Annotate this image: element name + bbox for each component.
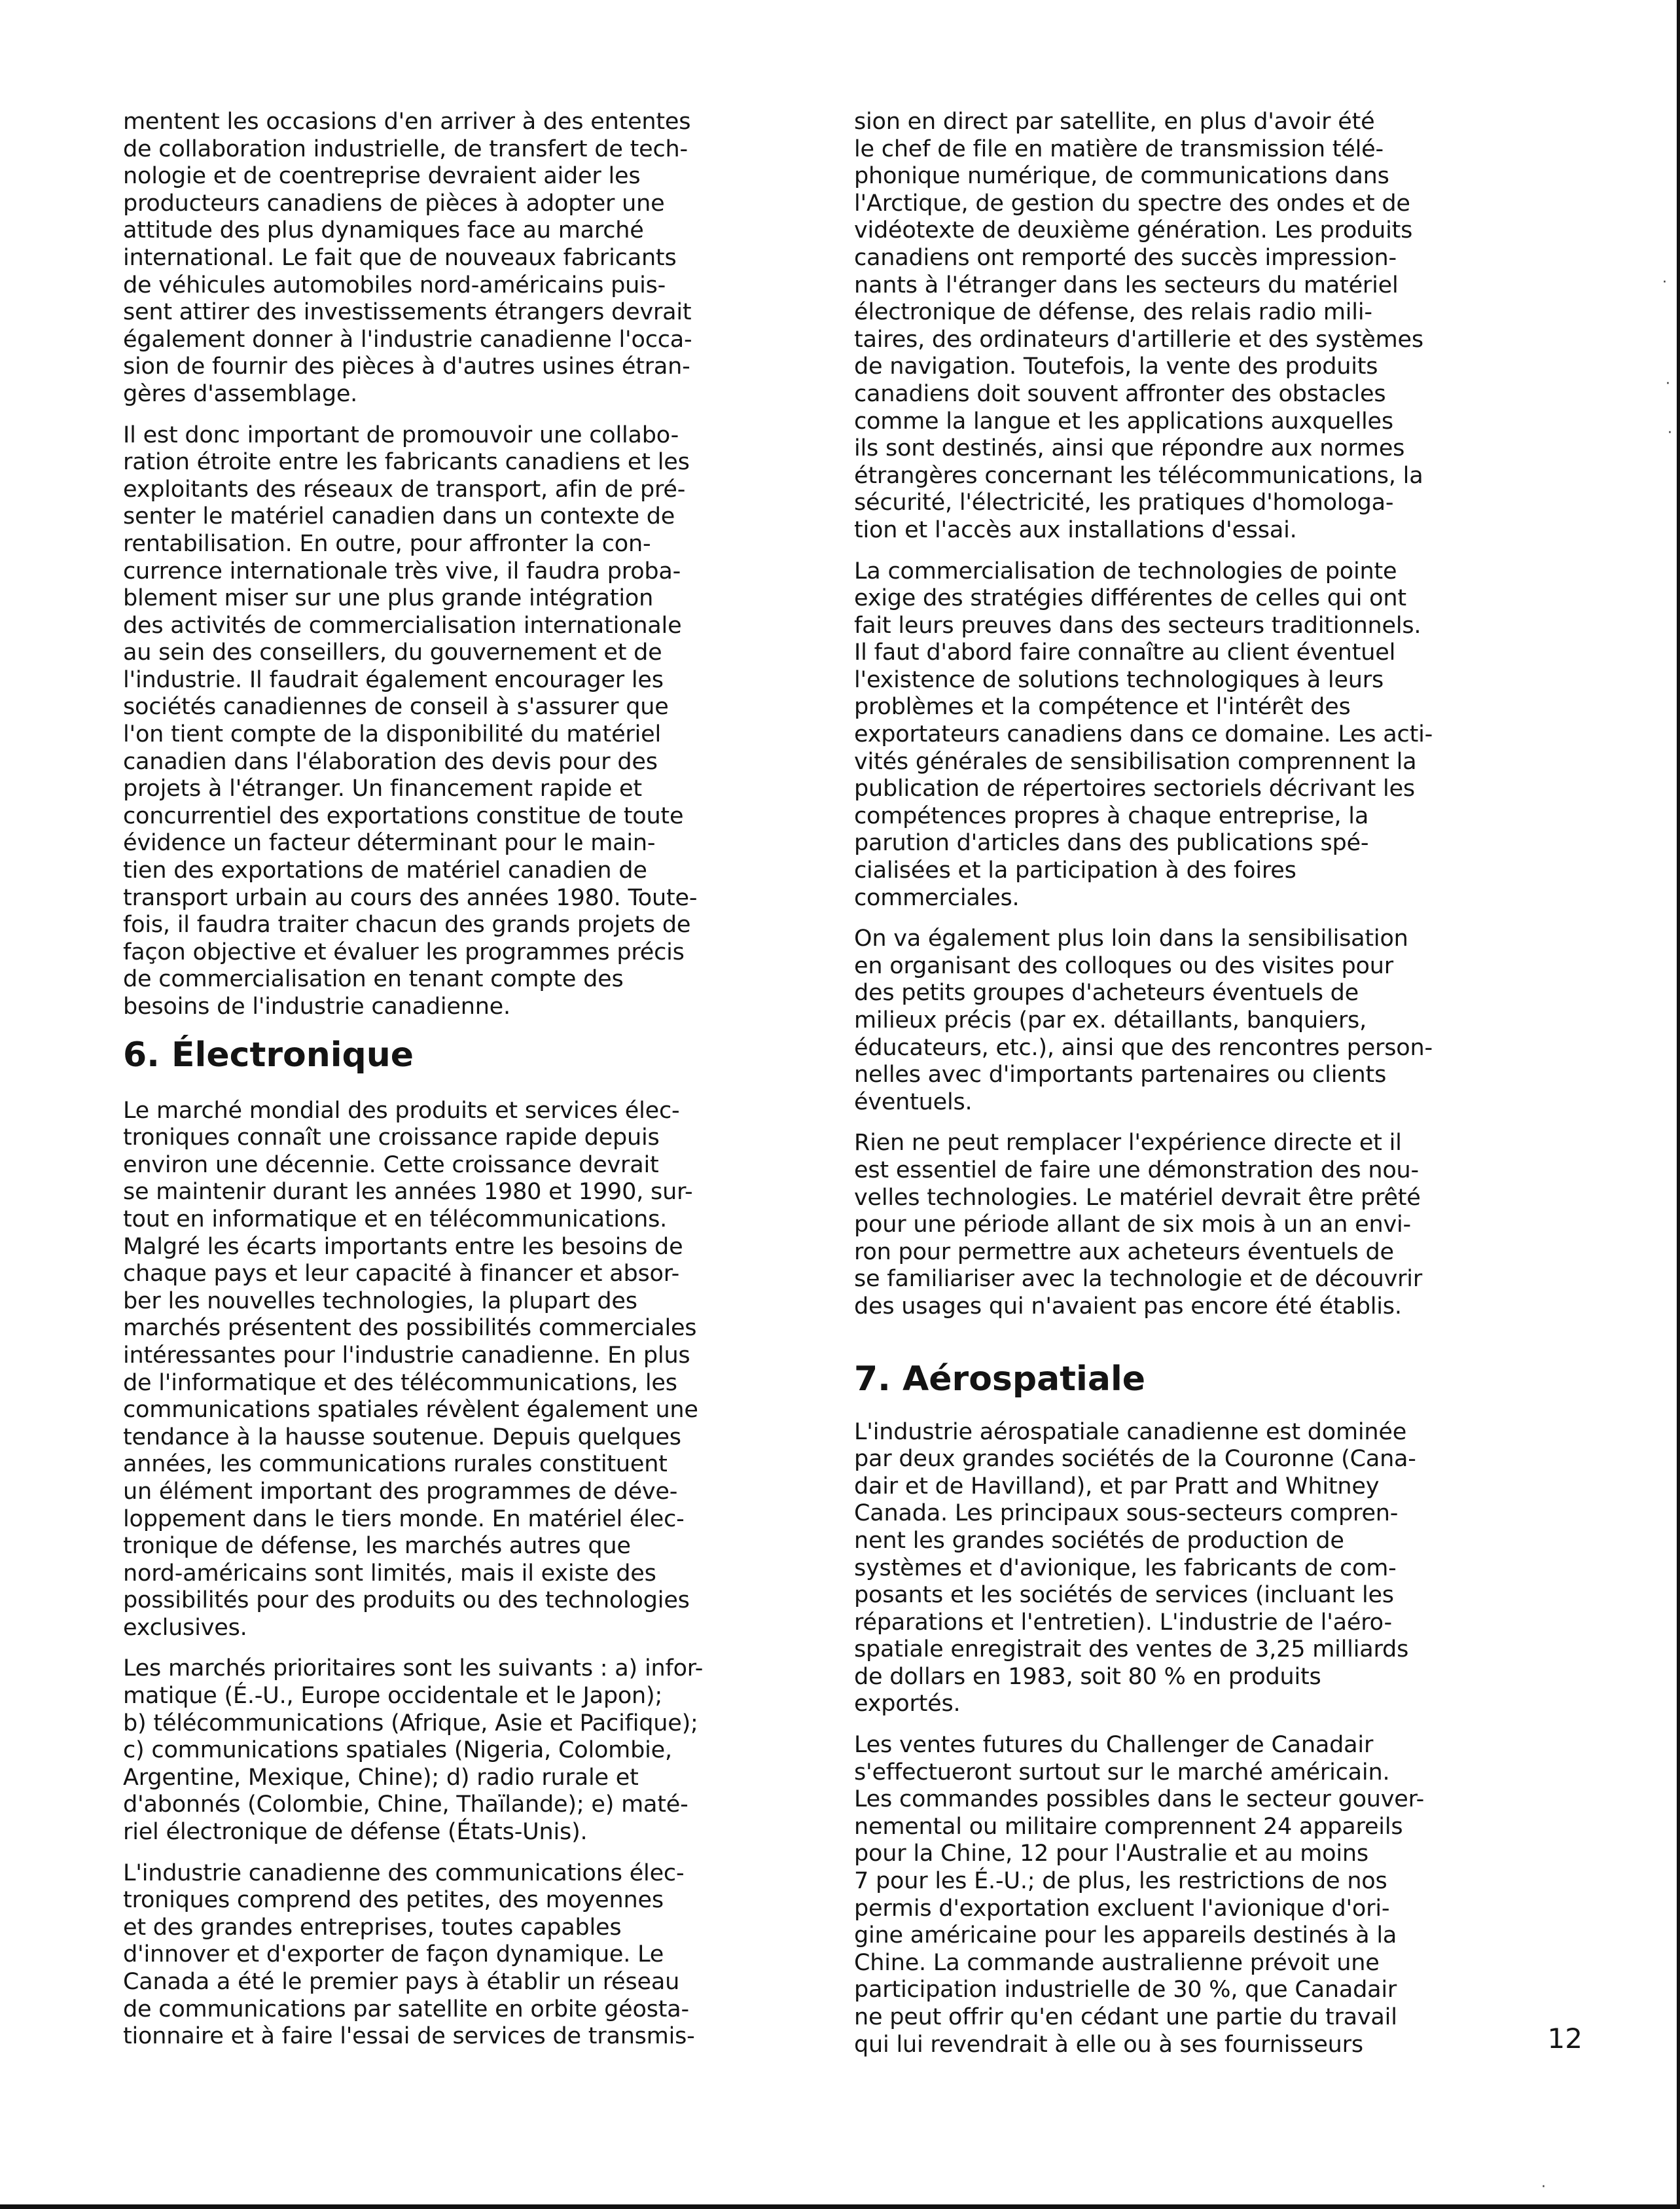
text-line: posants et les sociétés de services (incluant les [854,1582,1394,1609]
paragraph [854,925,1510,1116]
text-line: Malgré les écarts importants entre les besoins de [123,1233,683,1260]
text-line: participation industrielle de 30 %, que Canadair [854,1977,1397,2003]
text-line: transport urbain au cours des années 1980. Toute- [123,884,698,911]
text-line: l'on tient compte de la disponibilité du matériel [123,721,661,748]
text-line: fait leurs preuves dans des secteurs traditionnels. [854,612,1421,639]
text-line: spatiale enregistrait des ventes de 3,25 milliards [854,1636,1409,1663]
text-line: compétences propres à chaque entreprise, la [854,802,1369,829]
text-line: ration étroite entre les fabricants canadiens et les [123,449,690,476]
text-line: possibilités pour des produits ou des technologies [123,1587,690,1614]
text-line: marchés présentent des possibilités commerciales [123,1315,697,1342]
paragraph [123,422,779,1021]
paragraph [854,1419,1510,1719]
text-line: projets à l'étranger. Un financement rapide et [123,776,642,802]
text-line: des petits groupes d'acheteurs éventuels de [854,980,1359,1007]
text-line: attitude des plus dynamiques face au marché [123,217,644,244]
scan-speck: · [1541,2179,1546,2195]
text-line: nologie et de coentreprise devraient aider les [123,163,641,190]
text-line: étrangères concernant les télécommunications, la [854,462,1423,489]
text-line: un élément important des programmes de déve- [123,1478,678,1505]
text-line: Chine. La commande australienne prévoit une [854,1949,1380,1976]
text-line: tien des exportations de matériel canadien de [123,857,647,884]
text-line: tronique de défense, les marchés autres que [123,1533,631,1560]
text-line: rentabilisation. En outre, pour affronter la con- [123,530,651,557]
text-line: tendance à la hausse soutenue. Depuis quelques [123,1424,681,1450]
text-line: de collaboration industrielle, de transfert de tech- [123,135,688,162]
text-line: exportés. [854,1691,961,1717]
text-line: nelles avec d'importants partenaires ou clients [854,1062,1387,1088]
text-line: vidéotexte de deuxième génération. Les produits [854,217,1413,244]
paragraph [123,1860,779,2051]
text-line: Rien ne peut remplacer l'expérience directe et il [854,1130,1402,1157]
text-line: de véhicules automobiles nord-américains puis- [123,272,666,298]
text-line: ron pour permettre aux acheteurs éventuels de [854,1238,1394,1265]
paragraph [854,109,1510,545]
text-line: b) télécommunications (Afrique, Asie et Pacifique); [123,1710,698,1736]
text-line: sécurité, l'électricité, les pratiques d'homologa- [854,490,1394,516]
text-line: au sein des conseillers, du gouvernement et de [123,639,662,666]
text-line: sion de fournir des pièces à d'autres usines étran- [123,353,690,380]
text-line: tion et l'accès aux installations d'essai. [854,516,1297,543]
text-line: On va également plus loin dans la sensibilisation [854,925,1408,952]
text-line: par deux grandes sociétés de la Couronne (Cana- [854,1446,1416,1473]
text-line: L'industrie aérospatiale canadienne est dominée [854,1418,1407,1445]
text-line: chaque pays et leur capacité à financer et absor- [123,1261,680,1287]
text-line: Le marché mondial des produits et services élec- [123,1097,680,1124]
text-line: l'Arctique, de gestion du spectre des ondes et de [854,190,1410,217]
paragraph [854,1732,1510,2058]
text-line: intéressantes pour l'industrie canadienne. En plus [123,1342,690,1369]
text-line: fois, il faudra traiter chacun des grands projets de [123,912,691,939]
text-line: Les marchés prioritaires sont les suivants : a) infor- [123,1655,704,1682]
text-line: pour la Chine, 12 pour l'Australie et au moins [854,1841,1368,1867]
text-line: Les commandes possibles dans le secteur gouver- [854,1786,1425,1813]
text-line: L'industrie canadienne des communications élec- [123,1859,685,1886]
text-line: taires, des ordinateurs d'artillerie et des systèmes [854,326,1423,353]
text-line: ber les nouvelles technologies, la plupart des [123,1287,637,1314]
text-line: loppement dans le tiers monde. En matériel élec- [123,1505,685,1532]
text-line: senter le matériel canadien dans un contexte de [123,503,675,530]
text-line: mentent les occasions d'en arriver à des ententes [123,109,691,135]
text-line: nord-américains sont limités, mais il existe des [123,1560,656,1587]
text-line: systèmes et d'avionique, les fabricants de com- [854,1554,1397,1581]
text-line: concurrentiel des exportations constitue de toute [123,802,684,829]
text-line: de dollars en 1983, soit 80 % en produits [854,1663,1321,1690]
text-line: électronique de défense, des relais radio mili- [854,299,1372,326]
text-line: publication de répertoires sectoriels décrivant les [854,776,1415,802]
text-line: troniques comprend des petites, des moyennes [123,1887,664,1914]
text-line: gine américaine pour les appareils destinés à la [854,1922,1397,1949]
scan-speck: · [1668,425,1672,441]
text-line: tionnaire et à faire l'essai de services de transmis- [123,2023,695,2050]
scan-speck: · [1666,376,1670,392]
text-line: milieux précis (par ex. détaillants, banquiers, [854,1007,1367,1033]
text-line: canadiens ont remporté des succès impression- [854,244,1397,271]
section-heading-aerospatiale: 7. Aérospatiale [854,1359,1146,1399]
text-line: Canada. Les principaux sous-secteurs compren- [854,1500,1399,1527]
text-line: matique (É.-U., Europe occidentale et le Japon); [123,1683,663,1710]
text-line: d'abonnés (Colombie, Chine, Thaïlande); e) maté- [123,1791,688,1818]
text-line: Il est donc important de promouvoir une collabo- [123,422,679,448]
text-line: des usages qui n'avaient pas encore été établis. [854,1293,1402,1320]
text-line: ils sont destinés, ainsi que répondre aux normes [854,435,1405,462]
text-line: gères d'assemblage. [123,380,358,407]
text-line: ne peut offrir qu'en cédant une partie du travail [854,2004,1397,2030]
text-line: exploitants des réseaux de transport, afin de pré- [123,476,686,503]
text-line: canadiens doit souvent affronter des obstacles [854,380,1386,407]
text-line: se maintenir durant les années 1980 et 1990, sur- [123,1179,693,1206]
text-line: est essentiel de faire une démonstration des nou- [854,1157,1419,1183]
text-line: façon objective et évaluer les programmes précis [123,939,685,965]
text-line: nants à l'étranger dans les secteurs du matériel [854,272,1399,298]
text-line: c) communications spatiales (Nigeria, Colombie, [123,1737,672,1764]
text-line: d'innover et d'exporter de façon dynamique. Le [123,1941,664,1968]
text-line: se familiariser avec la technologie et de découvrir [854,1266,1423,1293]
text-line: velles technologies. Le matériel devrait être prêté [854,1184,1421,1211]
text-line: sent attirer des investissements étrangers devrait [123,299,692,326]
text-line: sion en direct par satellite, en plus d'avoir été [854,109,1375,135]
text-line: currence internationale très vive, il faudra proba- [123,558,681,584]
right-column [854,109,1510,2072]
text-line: de commercialisation en tenant compte des [123,966,624,993]
text-line: 7 pour les É.-U.; de plus, les restrictions de nos [854,1868,1387,1895]
section-heading-electronique: 6. Électronique [123,1035,414,1075]
text-line: années, les communications rurales constituent [123,1451,668,1478]
text-line: parution d'articles dans des publications spé- [854,830,1369,857]
text-line: réparations et l'entretien). L'industrie de l'aéro- [854,1609,1392,1636]
text-line: l'existence de solutions technologiques à leurs [854,666,1384,693]
text-line: permis d'exportation excluent l'avionique d'ori- [854,1895,1390,1922]
text-line: nent les grandes sociétés de production de [854,1527,1344,1554]
paragraph [123,1655,779,1846]
text-line: cialisées et la participation à des foires [854,857,1296,884]
text-line: et des grandes entreprises, toutes capables [123,1914,622,1941]
text-line: canadien dans l'élaboration des devis pour des [123,748,658,775]
text-line: communications spatiales révèlent également une [123,1397,698,1424]
text-line: blement miser sur une plus grande intégration [123,585,654,612]
text-line: également donner à l'industrie canadienne l'occa- [123,326,692,353]
text-line: en organisant des colloques ou des visites pour [854,952,1393,979]
text-line: évidence un facteur déterminant pour le main- [123,830,656,857]
paragraph [123,109,779,408]
text-line: riel électronique de défense (États-Unis). [123,1819,588,1846]
text-line: exclusives. [123,1614,247,1641]
text-line: Argentine, Mexique, Chine); d) radio rurale et [123,1764,639,1791]
text-line: l'industrie. Il faudrait également encourager les [123,666,664,693]
text-line: La commercialisation de technologies de pointe [854,558,1397,584]
text-line: international. Le fait que de nouveaux fabricants [123,244,677,271]
text-line: sociétés canadiennes de conseil à s'assurer que [123,694,669,721]
text-line: producteurs canadiens de pièces à adopter une [123,190,665,217]
page-edge-right [1677,0,1680,2209]
page-edge-bottom [0,2204,1680,2209]
text-line: dair et de Havilland), et par Pratt and Whitney [854,1473,1380,1500]
text-line: de communications par satellite en orbite géosta- [123,1996,689,2022]
paragraph [123,1098,779,1642]
paragraph [854,558,1510,912]
text-line: tout en informatique et en télécommunications. [123,1206,668,1232]
text-line: phonique numérique, de communications dans [854,163,1389,190]
text-line: pour une période allant de six mois à un an envi- [854,1212,1411,1238]
paragraph [854,1130,1510,1320]
text-line: s'effectueront surtout sur le marché américain. [854,1759,1390,1786]
text-line: qui lui revendrait à elle ou à ses fournisseurs [854,2031,1363,2058]
page-number: 12 [1547,2022,1582,2055]
text-line: commerciales. [854,884,1020,911]
text-line: nemental ou militaire comprennent 24 appareils [854,1813,1403,1840]
text-line: de l'informatique et des télécommunications, les [123,1369,677,1396]
text-line: problèmes et la compétence et l'intérêt des [854,694,1351,721]
text-line: de navigation. Toutefois, la vente des produits [854,353,1378,380]
text-line: exige des stratégies différentes de celles qui ont [854,585,1406,612]
text-line: le chef de file en matière de transmission télé- [854,135,1384,162]
text-line: Il faut d'abord faire connaître au client éventuel [854,639,1396,666]
text-line: environ une décennie. Cette croissance devrait [123,1151,659,1178]
text-line: éducateurs, etc.), ainsi que des rencontres person- [854,1034,1433,1061]
text-line: Canada a été le premier pays à établir un réseau [123,1969,680,1995]
text-line: des activités de commercialisation internationale [123,612,682,639]
text-line: comme la langue et les applications auxquelles [854,408,1393,435]
text-line: éventuels. [854,1088,973,1115]
text-line: troniques connaît une croissance rapide depuis [123,1124,660,1151]
text-line: Les ventes futures du Challenger de Canadair [854,1732,1374,1759]
text-line: vités générales de sensibilisation comprennent la [854,748,1417,775]
left-column [123,109,779,2064]
scan-speck: · [1662,274,1667,291]
text-line: exportateurs canadiens dans ce domaine. Les acti- [854,721,1433,748]
text-line: besoins de l'industrie canadienne. [123,994,510,1020]
